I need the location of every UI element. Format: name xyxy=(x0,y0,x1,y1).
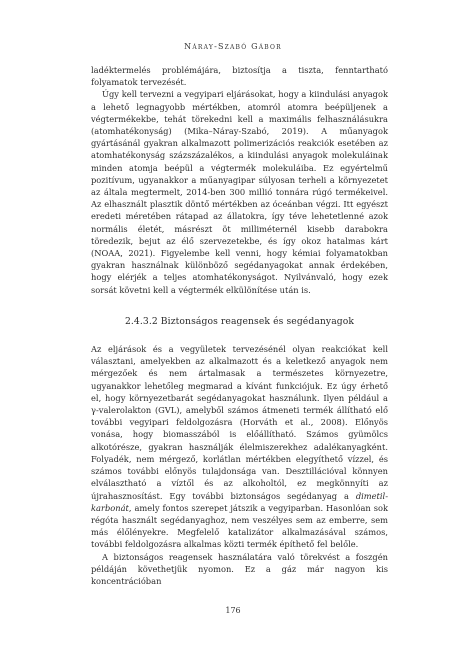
italic-term: dimetil-karbonát xyxy=(91,490,388,513)
paragraph-text: , amely fontos szerepet játszik a vegyiparban. Hasonlóan sok régóta használt segédanyaghoz, nem veszélyes sem az emberre, sem más élőlényekre. Megfelelő katalizátor alkalmazásával számos, további feldolgozásra alkalmas közti termék építhető fel belőle. xyxy=(91,502,388,550)
paragraph-text: Az eljárások és a vegyületek tervezésénél olyan reakciókat kell választani, amelyekben az alkalmazott és a keletkező anyagok nem mérgezőek és nem ártalmasak a természetes környezetre, ugyanakkor lehetőleg megmarad a kívánt funkciójuk. Ez úgy érhető el, hogy környezetbarát segédanyagokat használunk. Ilyen például a γ-valerolakton (GVL), amelyből számos átmeneti termék állítható elő további vegyipari feldolgozásra (Horváth et al., 2008). Előnyös vonása, hogy biomasszából is előállítható. Számos gyümölcs alkotórésze, gyakran használják élelmiszerekhez adalékanyagként. Folyadék, nem mérgező, korlátlan mértékben elegyíthető vízzel, és számos további előnyös tulajdonsága van. Desztillációval könnyen elválasztható a víztől és az alkoholtól, ez megkönnyíti az újrahasznosítást. Egy további biztonságos segédanyag a xyxy=(91,344,388,501)
section-heading: 2.4.3.2 Biztonságos reagensek és segédanyagok xyxy=(124,315,355,327)
paragraph: A biztonságos reagensek használatára való törekvést a foszgén példáján követhetjük nyomon. Ez a gáz már nagyon kis koncentrációban xyxy=(91,551,388,586)
paragraph: Úgy kell tervezni a vegyipari eljárásokat, hogy a kiindulási anyagok a lehető legnagyobb mértékben, atomról atomra beépüljenek a végtermékekbe, tehát törekedni kell a maximális felhasználásukra (atomhatékonyság) (Mika–Náray-Szabó, 2019). A műanyagok gyártásánál gyakran alkalmazott polimerizációs reakciók esetében az atomhatékonyság százszázalékos, a kiindulási anyagok molekuláinak minden atomja beépül a végtermék molekuláiba. Ez egyértelmű pozitívum, ugyanakkor a műanyagipar súlyosan terheli a környezetet az általa megtermelt, 2014-ben 300 millió tonnára rúgó termékeivel. Az elhasznált plasztik döntő mértékben az óceánban végzi. Itt egyészt eredeti méretében rátapad az állatokra, így téve lehetetlenné azok normális életét, másrészt öt milliméternél kisebb darabokra töredezik, bejut az élő szervezetekbe, és így okoz hatalmas kárt (NOAA, 2021). Figyelembe kell venni, hogy kémiai folyamatokban gyakran használnak különböző segédanyagokat annak érdekében, hogy elérjék a teljes atomhatékonyságot. Nyilvánvaló, hogy ezek sorsát követni kell a végtermék elkülönítése után is. xyxy=(91,89,388,295)
text-block xyxy=(91,64,388,587)
paragraph xyxy=(91,343,388,550)
paragraph: ladéktermelés problémájára, biztosítja a tiszta, fenntartható folyamatok tervezését. xyxy=(91,65,388,88)
running-head: Náray-Szabó Gábor xyxy=(184,42,282,51)
page-number: 176 xyxy=(225,606,241,615)
